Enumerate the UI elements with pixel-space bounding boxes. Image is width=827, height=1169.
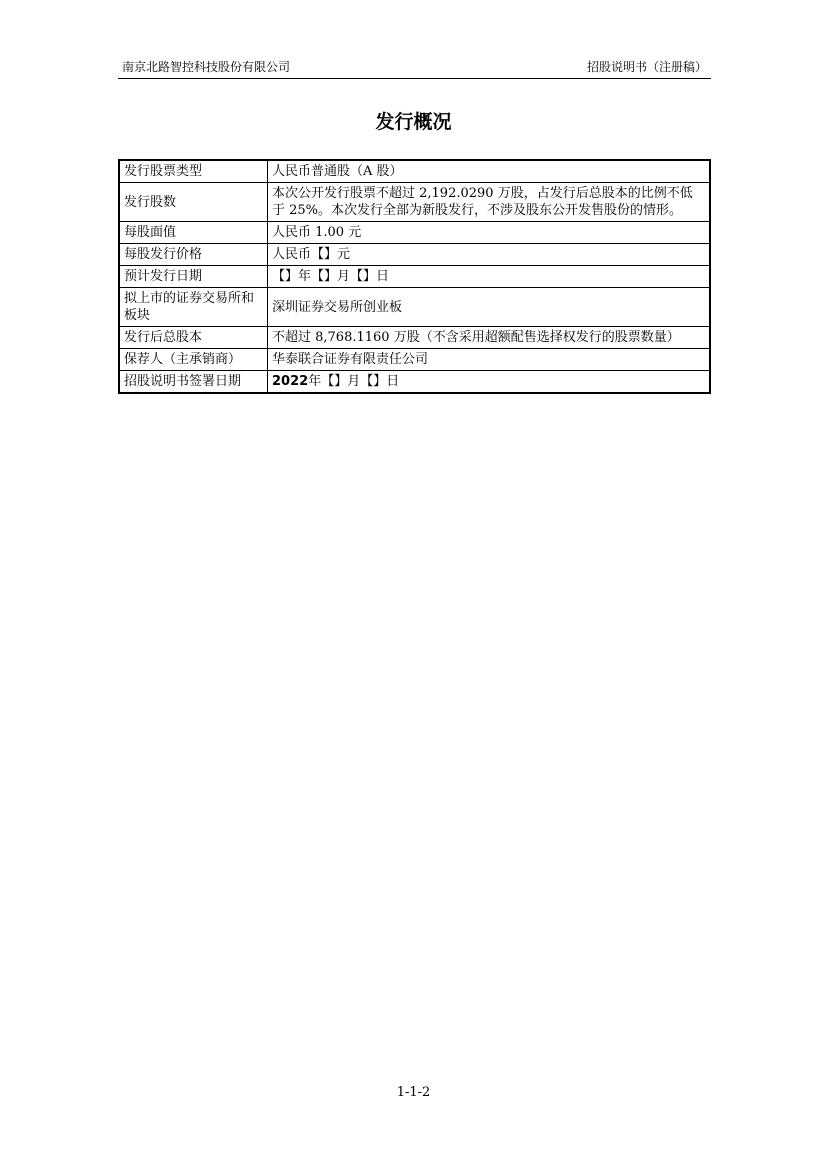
header-company-name: 南京北路智控科技股份有限公司 xyxy=(122,60,291,74)
row-label: 保荐人（主承销商） xyxy=(119,349,268,371)
row-value: 【】年【】月【】日 xyxy=(268,266,711,288)
table-row xyxy=(119,183,710,222)
table-row xyxy=(119,327,710,349)
row-value: 本次公开发行股票不超过 2,192.0290 万股，占发行后总股本的比例不低于 25%。本次发行全部为新股发行，不涉及股东公开发售股份的情形。 xyxy=(268,183,711,222)
table-row xyxy=(119,288,710,327)
page-header xyxy=(118,57,711,79)
row-label: 发行后总股本 xyxy=(119,327,268,349)
page-number: 1-1-2 xyxy=(396,1085,431,1100)
row-value: 人民币普通股（A 股） xyxy=(268,160,711,183)
row-value: 华泰联合证券有限责任公司 xyxy=(268,349,711,371)
table-row xyxy=(119,160,710,183)
table-row xyxy=(119,244,710,266)
row-label: 发行股票类型 xyxy=(119,160,268,183)
row-label: 招股说明书签署日期 xyxy=(119,371,268,394)
table-row xyxy=(119,371,710,394)
row-label: 拟上市的证券交易所和板块 xyxy=(119,288,268,327)
table-row xyxy=(119,222,710,244)
row-label: 预计发行日期 xyxy=(119,266,268,288)
offering-overview-table xyxy=(118,159,711,394)
header-document-type: 招股说明书（注册稿） xyxy=(586,60,707,74)
signing-date-rest: 年【】月【】日 xyxy=(308,374,400,389)
row-value: 人民币【】元 xyxy=(268,244,711,266)
page-title: 发行概况 xyxy=(375,111,452,133)
row-value: 不超过 8,768.1160 万股（不含采用超额配售选择权发行的股票数量） xyxy=(268,327,711,349)
row-value: 人民币 1.00 元 xyxy=(268,222,711,244)
row-label: 每股面值 xyxy=(119,222,268,244)
table-row xyxy=(119,349,710,371)
row-value: 深圳证券交易所创业板 xyxy=(268,288,711,327)
row-label: 发行股数 xyxy=(119,183,268,222)
row-label: 每股发行价格 xyxy=(119,244,268,266)
signing-year: 2022 xyxy=(272,374,309,389)
table-row xyxy=(119,266,710,288)
row-value xyxy=(268,371,711,394)
